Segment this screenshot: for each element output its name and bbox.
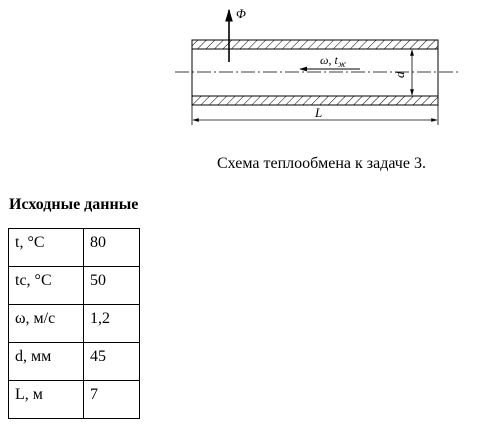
heat-flux-label: Φ <box>236 6 246 21</box>
table-row <box>9 305 140 343</box>
param-cell: L, м <box>9 381 84 419</box>
figure-caption: Схема теплообмена к задаче 3. <box>217 155 426 172</box>
table-row <box>9 343 140 381</box>
initial-data-table <box>8 228 140 419</box>
length-label: L <box>315 105 323 120</box>
diameter-label: d <box>392 71 407 78</box>
value-cell: 50 <box>84 267 140 305</box>
param-cell: t, °С <box>9 229 84 267</box>
section-title: Исходные данные <box>9 196 139 213</box>
param-cell: d, мм <box>9 343 84 381</box>
heat-exchange-diagram <box>0 0 482 150</box>
table-row <box>9 267 140 305</box>
flow-label: ω, $t_ж$ <box>320 53 347 69</box>
table-row <box>9 381 140 419</box>
value-cell: 45 <box>84 343 140 381</box>
pipe-wall-bottom <box>192 96 438 105</box>
param-cell: tс, °С <box>9 267 84 305</box>
value-cell: 80 <box>84 229 140 267</box>
value-cell: 7 <box>84 381 140 419</box>
table-row <box>9 229 140 267</box>
value-cell: 1,2 <box>84 305 140 343</box>
param-cell: ω, м/с <box>9 305 84 343</box>
